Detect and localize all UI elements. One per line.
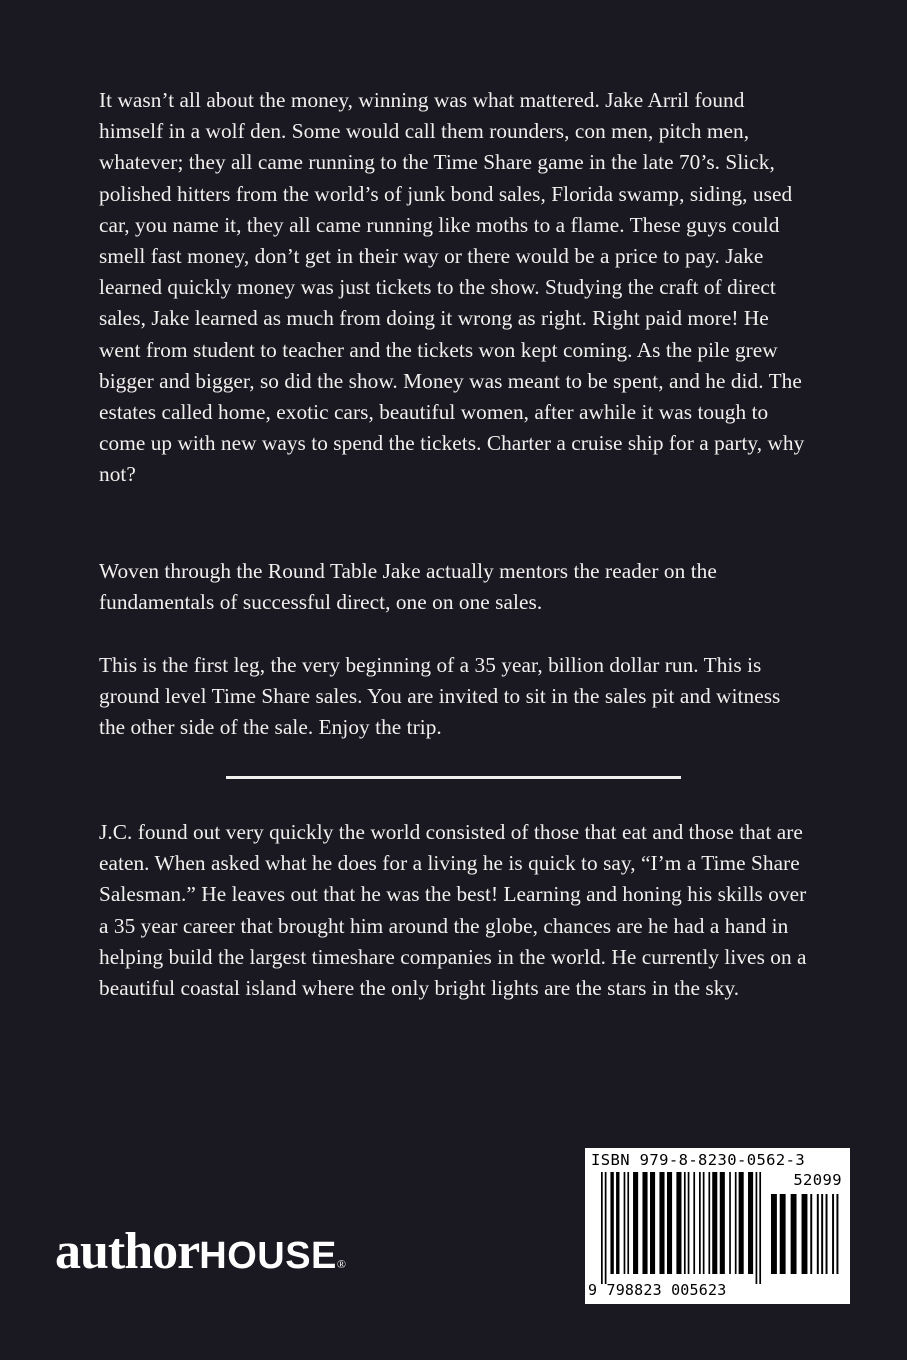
barcode-bar xyxy=(684,1172,686,1274)
barcode-bar xyxy=(712,1172,717,1274)
barcode-bar xyxy=(605,1172,607,1284)
barcode-bar xyxy=(650,1172,655,1274)
barcode-bar xyxy=(735,1172,737,1274)
ean13-bars xyxy=(601,1172,765,1284)
barcode-bar xyxy=(667,1172,672,1274)
barcode-bar xyxy=(659,1172,664,1274)
barcode-bar xyxy=(832,1194,834,1274)
barcode-bar xyxy=(802,1194,808,1274)
blurb-paragraph-2: Woven through the Round Table Jake actually mentors the reader on the fundamentals of successful direct, one on one sales. xyxy=(99,559,717,615)
barcode-bar xyxy=(699,1172,701,1274)
barcode-bar xyxy=(708,1172,710,1274)
barcode-bar xyxy=(817,1194,819,1274)
barcode-digits: 9 798823 005623 xyxy=(588,1281,727,1299)
barcode-bar xyxy=(627,1172,629,1274)
isbn-label: ISBN 979-8-8230-0562-3 xyxy=(591,1151,806,1169)
isbn-barcode xyxy=(585,1148,850,1304)
barcode-bar xyxy=(624,1172,626,1274)
publisher-name-upper: HOUSE xyxy=(199,1235,337,1277)
barcode-bar xyxy=(601,1172,603,1284)
barcode-bar xyxy=(703,1172,705,1274)
barcode-bar xyxy=(756,1172,758,1284)
publisher-name-lower: author xyxy=(55,1223,200,1280)
publisher-logo xyxy=(55,1222,346,1286)
barcode-bar xyxy=(748,1172,753,1274)
barcode-bar xyxy=(676,1172,681,1274)
barcode-bar xyxy=(642,1172,647,1274)
barcode-bar xyxy=(729,1172,731,1274)
barcode-bar xyxy=(791,1194,797,1274)
barcode-bar xyxy=(810,1194,812,1274)
author-bio: J.C. found out very quickly the world consisted of those that eat and those that are eaten. When asked what he does for a living he is quick to say, “I’m a Time Share Salesman.” He leaves out that he was the best! Learning and honing his skills over a 35 year career that brought him around the globe, chances are he had a hand in helping build the largest timeshare companies in the world. He currently lives on a beautiful coastal island where the only bright lights are the stars in the sky. xyxy=(99,820,807,1001)
barcode-bar xyxy=(693,1172,695,1274)
blurb-paragraph-1: It wasn’t all about the money, winning was what mattered. Jake Arril found himself in a wolf den. Some would call them rounders, con men, pitch men, whatever; they all came running to the Time Share game in the late 70’s. Slick, polished hitters from the world’s of junk bond sales, Florida swamp, siding, used car, you name it, they all came running like moths to a flame. These guys could smell fast money, don’t get in their way or there would be a price to pay. Jake learned quickly money was just tickets to the show. Studying the craft of direct sales, Jake learned as much from doing it wrong as right. Right paid more! He went from student to teacher and the tickets won kept coming. As the pile grew bigger and bigger, so did the show. Money was meant to be spent, and he did. The estates called home, exotic cars, beautiful women, after awhile it was tough to come up with new ways to spend the tickets. Charter a cruise ship for a party, why not? xyxy=(99,88,805,487)
barcode-bar xyxy=(633,1172,638,1274)
barcode-bar xyxy=(826,1194,828,1274)
barcode-bar xyxy=(739,1172,744,1274)
price-code: 52099 xyxy=(793,1171,842,1189)
barcode-bar xyxy=(771,1194,777,1274)
barcode-bar xyxy=(688,1172,690,1274)
barcode-bar xyxy=(610,1172,613,1274)
blurb-paragraph-3: This is the first leg, the very beginning of a 35 year, billion dollar run. This is ground level Time Share sales. You are invited to sit in the sales pit and witness the other side of the sale. Enjoy the trip. xyxy=(99,653,781,740)
barcode-bar xyxy=(616,1172,619,1274)
barcode-bar xyxy=(821,1194,823,1274)
barcode-bar xyxy=(780,1194,786,1274)
addon-bars xyxy=(771,1194,843,1284)
section-divider xyxy=(226,776,681,779)
registered-mark: ® xyxy=(336,1257,347,1271)
barcode-bar xyxy=(836,1194,838,1274)
barcode-bar xyxy=(759,1172,761,1284)
barcode-bar xyxy=(720,1172,725,1274)
